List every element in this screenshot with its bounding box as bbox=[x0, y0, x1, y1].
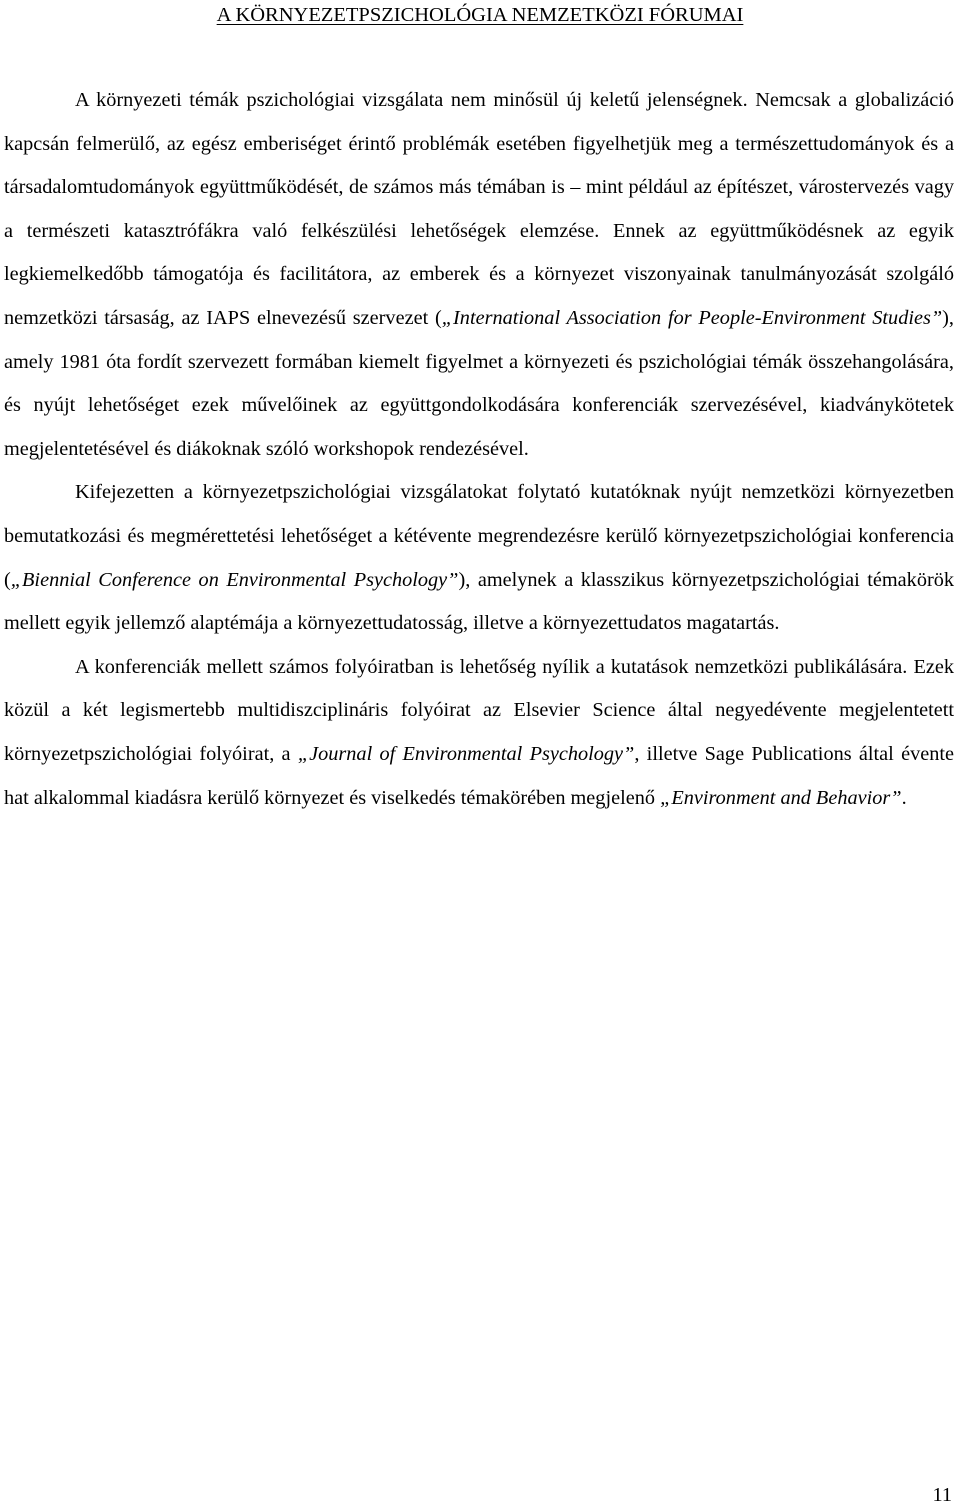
page-number: 11 bbox=[932, 1484, 952, 1506]
paragraph-1-italic-iaps-name: „International Association for People-Environment Studies” bbox=[441, 306, 943, 329]
paragraph-3-text: A konferenciák mellett számos folyóiratban is lehetőség nyílik a kutatások nemzetközi publikálására. Ezek közül a két legismertebb multidiszciplináris folyóirat az Elsevier Science által negyedévente megjelentetett környezetpszichológiai folyóirat, a bbox=[4, 655, 954, 765]
paragraph-3-text-cont: , illetve Sage Publications által évente hat alkalommal kiadásra kerülő környezet és viselkedés témakörében megjelenő bbox=[4, 742, 954, 809]
paragraph-2-italic-conference-name: „Biennial Conference on Environmental Psychology” bbox=[10, 568, 459, 591]
paragraph-1 bbox=[4, 79, 954, 471]
body-text bbox=[4, 79, 954, 820]
paragraph-3-italic-journal-name: „Journal of Environmental Psychology” bbox=[297, 742, 635, 765]
paragraph-1-text: A környezeti témák pszichológiai vizsgálata nem minősül új keletű jelenségnek. Nemcsak a globalizáció kapcsán felmerülő, az egész emberiséget érintő problémák esetében figyelhetjük meg a természettudományok és a társadalomtudományok együttműködését, de számos más témában is – mint például az építészet, várostervezés vagy a természeti katasztrófákra való felkészülési lehetőségek elemzése. Ennek az együttműködésnek az egyik legkiemelkedőbb támogatója és facilitátora, az emberek és a környezet viszonyainak tanulmányozását szolgáló nemzetközi társaság, az IAPS elnevezésű szervezet ( bbox=[4, 89, 954, 329]
paragraph-2-text: Kifejezetten a környezetpszichológiai vizsgálatokat folytató kutatóknak nyújt nemzetközi környezetben bemutatkozási és megmérettetési lehetőséget a kétévente megrendezésre kerülő környezetpszichológiai konferencia ( bbox=[4, 481, 954, 591]
paragraph-1-text-cont: ), amely 1981 óta fordít szervezett formában kiemelt figyelmet a környezeti és pszichológiai témák összehangolására, és nyújt lehetőséget ezek művelőinek az együttgondolkodására konferenciák szervezésével, kiadványkötetek megjelentetésével és diákoknak szóló workshopok rendezésével. bbox=[4, 306, 954, 460]
paragraph-3-italic-journal-name-2: „Environment and Behavior” bbox=[660, 786, 902, 809]
paragraph-3 bbox=[4, 646, 954, 820]
paragraph-2-text-cont: ), amelynek a klasszikus környezetpszichológiai témakörök mellett egyik jellemző alaptémája a környezettudatosság, illetve a környezettudatos magatartás. bbox=[4, 568, 955, 635]
page-header-title: A KÖRNYEZETPSZICHOLÓGIA NEMZETKÖZI FÓRUMAI bbox=[216, 4, 744, 26]
paragraph-3-text-end: . bbox=[901, 786, 907, 809]
paragraph-2 bbox=[4, 471, 954, 645]
